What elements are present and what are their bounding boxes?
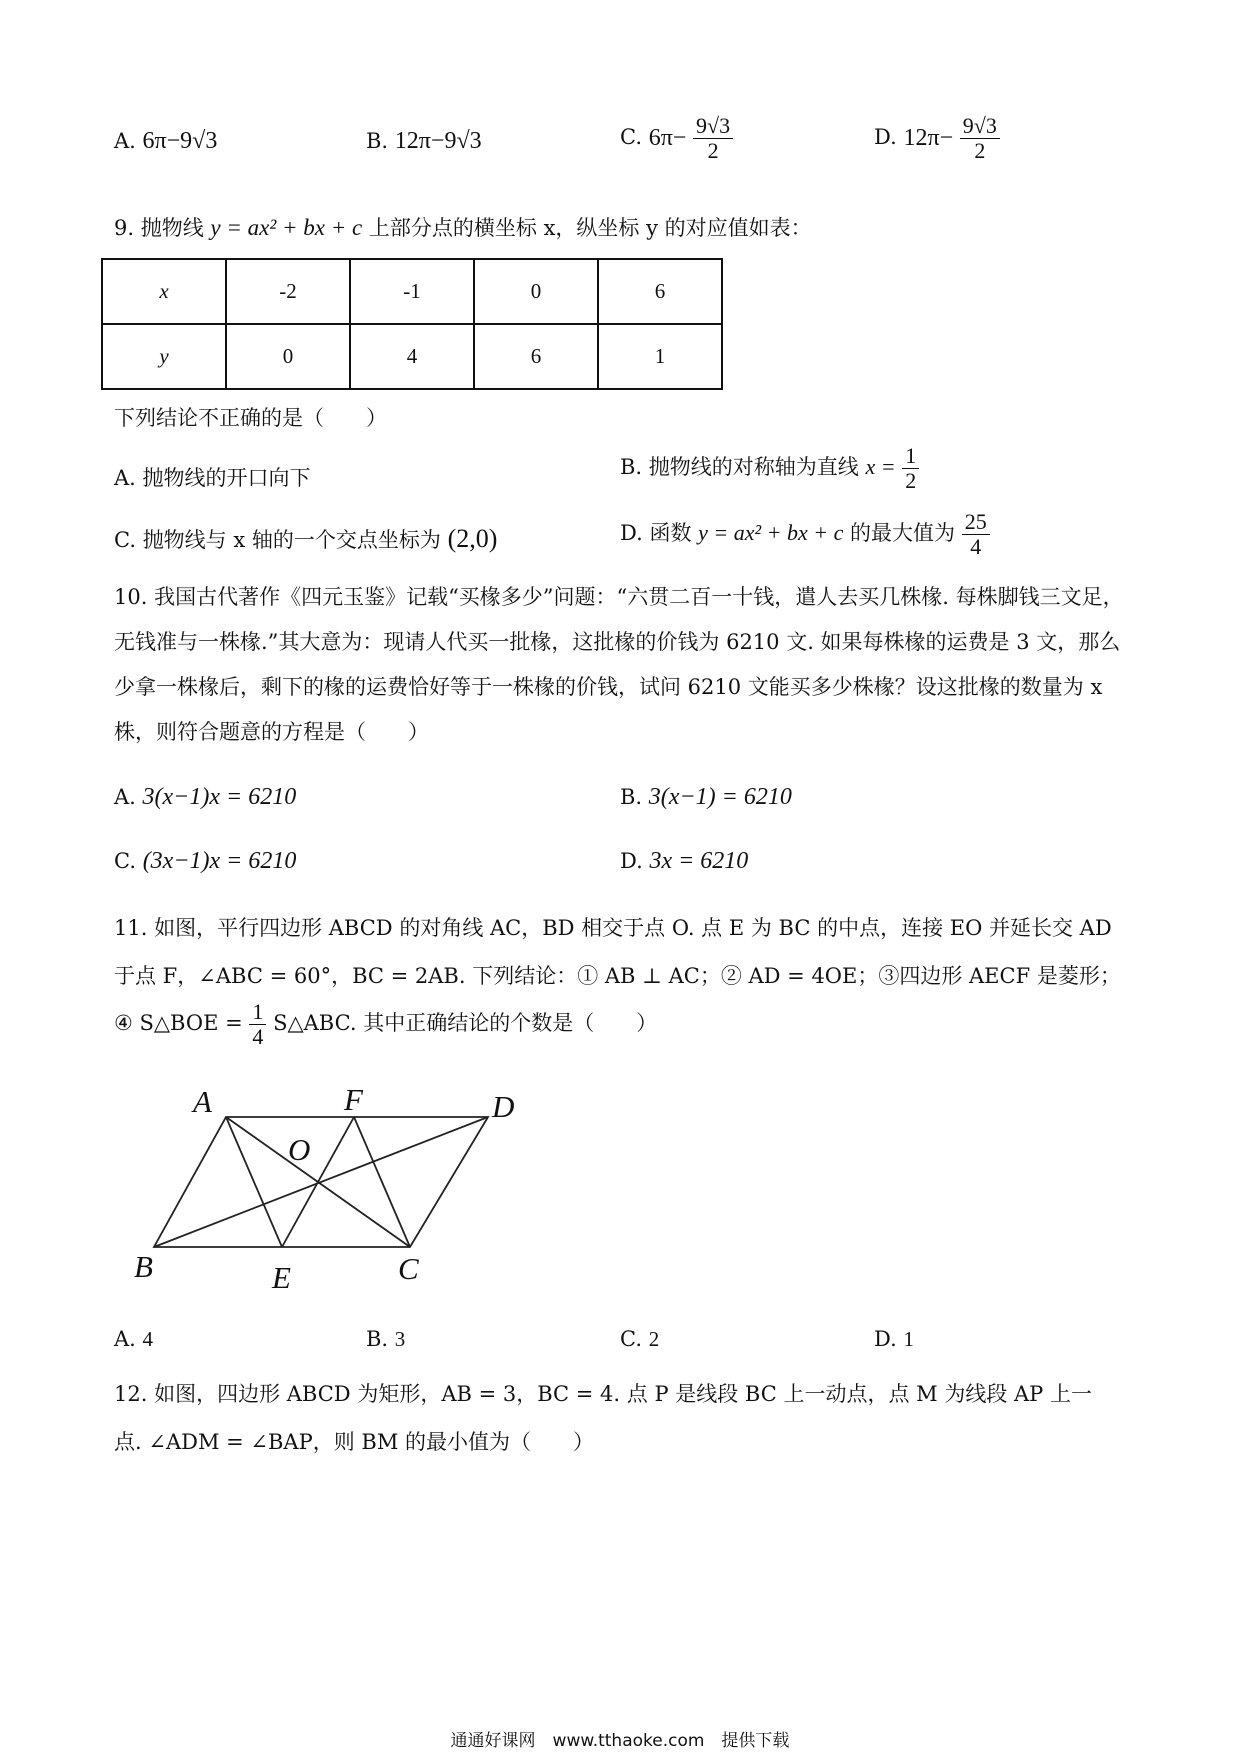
table-cell: 4 [350,324,474,389]
label-o: O [288,1132,311,1167]
option-letter: D. [874,125,897,150]
option-expression: 6π−9√3 [142,128,218,154]
option-expression: 12π− [903,125,954,152]
fraction-numerator: 9√3 [960,114,1000,139]
q9-question: 下列结论不正确的是（ ） [114,406,387,430]
option-value: 4 [142,1327,154,1351]
option-text: 函数 [649,521,692,546]
option-text: 抛物线的开口向下 [142,466,311,490]
option-text: 抛物线与 x 轴的一个交点坐标为 [142,528,441,552]
table-header-y: y [102,324,226,389]
fraction-denominator: 4 [252,1024,264,1050]
fraction-numerator: 25 [962,510,990,535]
option-expression: 3(x−1) = 6210 [648,784,792,810]
option-letter: D. [874,1327,897,1351]
label-a: A [193,1084,212,1119]
option-letter: D. [620,521,643,546]
q12-stem-line2: 点. ∠ADM = ∠BAP，则 BM 的最小值为（ ） [114,1430,595,1454]
table-cell: -1 [350,259,474,324]
footer-source: 通通好课网 www.tthaoke.com 提供下载 [450,1731,790,1751]
fraction-numerator: 1 [902,444,919,469]
table-cell: 6 [474,324,598,389]
label-c: C [398,1251,419,1286]
option-expression: 3(x−1)x = 6210 [142,784,297,810]
table-cell: 6 [598,259,722,324]
option-expression: 3x = 6210 [649,848,749,874]
option-letter: C. [620,1327,642,1351]
option-expression: 12π−9√3 [394,128,482,154]
option-text: 抛物线的对称轴为直线 [648,455,859,480]
q11-stem-line2: 于点 F，∠ABC = 60°，BC = 2AB. 下列结论：① AB ⊥ AC；② AD = 4OE；③四边形 AECF 是菱形； [114,964,1121,988]
table-header-x: x [102,259,226,324]
q11-option-a [114,1327,153,1352]
diagonal-bd [154,1117,488,1247]
label-e: E [272,1260,291,1295]
q11-stem-line1: 11. 如图，平行四边形 ABCD 的对角线 AC，BD 相交于点 O. 点 E 为 BC 的中点，连接 EO 并延长交 AD [114,916,1112,940]
fraction-denominator: 2 [905,468,917,494]
fraction-numerator: 1 [249,1000,266,1025]
q12-stem-line1: 12. 如图，四边形 ABCD 为矩形，AB = 3，BC = 4. 点 P 是线段 BC 上一动点，点 M 为线段 AP 上一 [114,1382,1092,1406]
label-f: F [344,1082,363,1117]
fraction-denominator: 2 [707,138,719,164]
q9-stem-equation: y = ax² + bx + c [210,215,363,240]
area-expression: ④ S△BOE = [114,1011,243,1036]
q11-option-b [366,1327,405,1352]
label-d: D [492,1089,515,1124]
option-text: 的最大值为 [850,521,956,546]
fraction-denominator: 2 [974,138,986,164]
option-value: 2 [648,1327,660,1351]
option-expression: x = [865,454,896,480]
option-value: 3 [394,1327,406,1351]
option-letter: A. [114,466,136,490]
option-letter: D. [620,849,643,873]
option-expression: 6π− [648,125,687,152]
table-cell: 0 [226,324,350,389]
q11-question: S△ABC. 其中正确结论的个数是（ ） [273,1011,658,1036]
option-value: 1 [903,1327,914,1351]
q9-stem-start: 9. 抛物线 [114,216,204,240]
q10-stem: 10. 我国古代著作《四元玉鉴》记载“买椽多少”问题：“六贯二百一十钱，遣人去买几株椽. 每株脚钱三文足，无钱准与一株椽.”其大意为：现请人代买一批椽，这批椽的价钱为 6210 文. 如果每株椽的运费是 3 文，那么少拿一株椽后，剩下的椽的运费恰好等于一株椽的价钱，试问 6210 文能买多少株椽？设这批椽的数量为 x 株，则符合题意的方程是（ ） [114,585,1124,744]
label-b: B [134,1249,153,1284]
q11-option-c [620,1327,659,1352]
option-letter: B. [366,1327,389,1351]
table-cell: -2 [226,259,350,324]
q11-option-d [874,1327,914,1352]
option-expression: (2,0) [447,524,498,553]
option-letter: C. [114,528,136,552]
option-letter: B. [620,785,643,809]
table-cell: 1 [598,324,722,389]
option-expression: y = ax² + bx + c [698,520,844,546]
q9-stem-end: 上部分点的横坐标 x，纵坐标 y 的对应值如表： [368,216,812,240]
option-letter: A. [114,129,136,153]
option-letter: B. [366,129,389,153]
option-letter: B. [620,455,643,480]
table-cell: 0 [474,259,598,324]
option-letter: C. [114,849,136,873]
option-expression: (3x−1)x = 6210 [142,848,297,874]
fraction-denominator: 4 [970,534,982,560]
option-letter: A. [114,1327,136,1351]
fraction-numerator: 9√3 [693,114,733,139]
option-letter: C. [620,125,642,150]
option-letter: A. [114,785,136,809]
